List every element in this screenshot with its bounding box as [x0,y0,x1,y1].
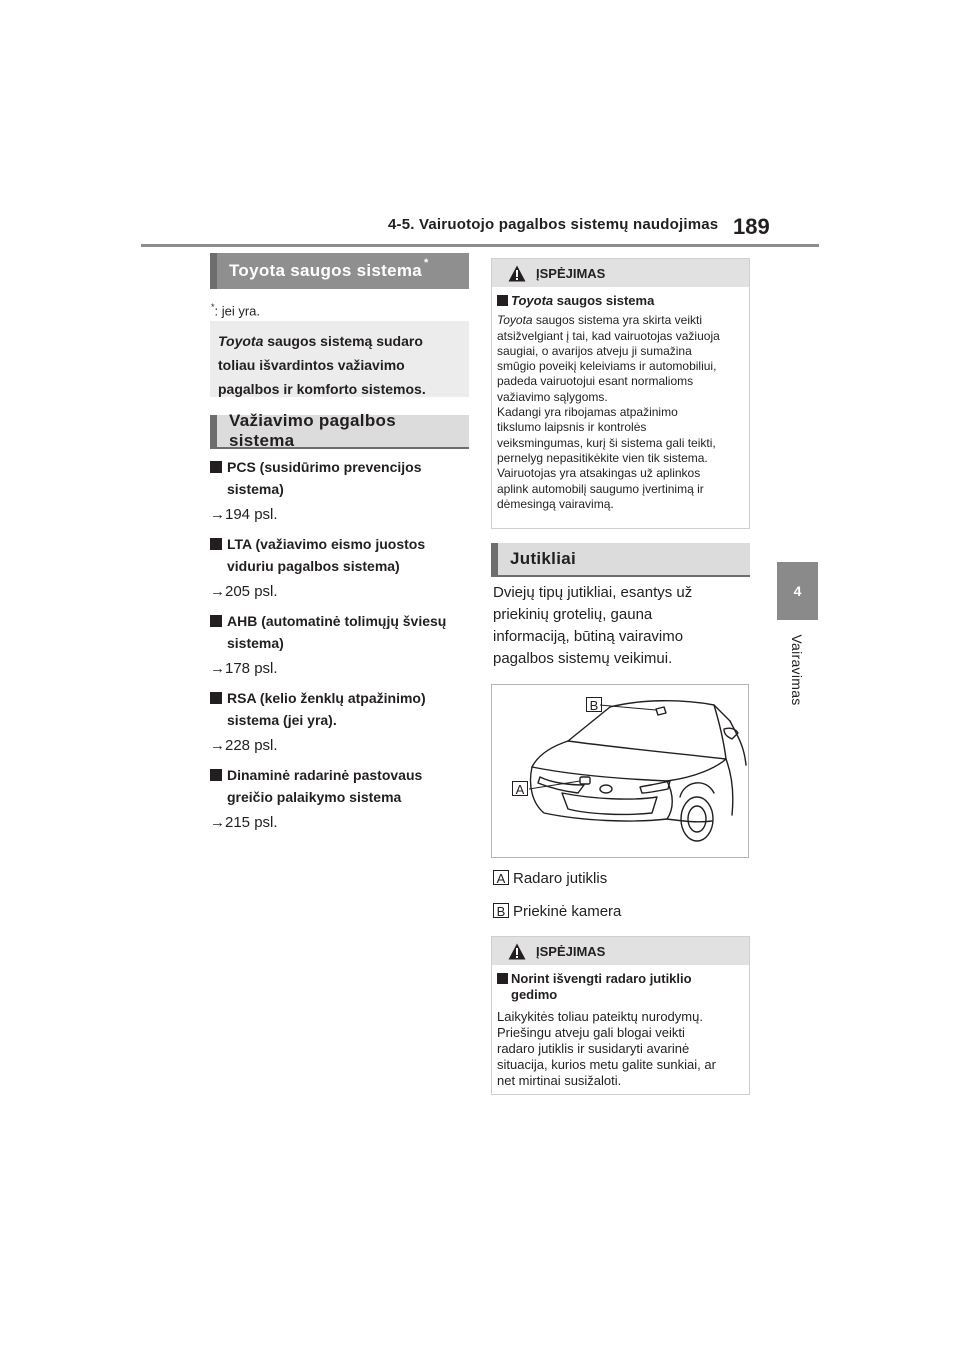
warning-body [492,965,749,1089]
warning-line: Kadangi yra ribojamas atpažinimo [497,405,678,420]
square-bullet-icon [210,769,222,781]
warning-line: Priešingu atveju gali blogai veikti [497,1025,685,1040]
legend-label-a: A [493,870,509,885]
warning-body [492,287,749,512]
chapter-label [771,630,823,710]
warning-label: ĮSPĖJIMAS [536,943,606,959]
square-bullet-icon [210,538,222,550]
assist-systems-heading [210,411,469,450]
warning-line: važiavimo sąlygoms. [497,389,608,404]
square-bullet-icon [210,615,222,627]
warning-line: tikslumo laipsnis ir kontrolės [497,420,647,435]
warning-triangle-icon [508,943,526,960]
intro-box [210,321,469,397]
square-bullet-icon [210,461,222,473]
warning-line: atsižvelgiant į tai, kad vairuotojas važiuoja [497,328,720,343]
chapter-tab: 4 [777,562,818,620]
legend-radar: A Radaro jutiklis [493,870,607,887]
warning-line: veiksmingumas, kurį ši sistema gali teikti, [497,435,716,450]
warning-line: radaro jutiklis ir susidaryti avarinė [497,1041,690,1056]
warning-line: padeda vairuotojui esant normalioms [497,374,694,389]
running-header: 4-5. Vairuotojo pagalbos sistemų naudojimas [388,216,719,233]
list-item-radar-cruise: Dinaminė radarinė pastovaus greičio palaikymo sistema [210,764,422,808]
toyota-safety-heading [210,253,469,289]
square-bullet-icon [497,973,508,984]
page-ref-link[interactable]: →178 psl. [210,660,278,677]
toyota-safety-heading-text: Toyota saugos sistema [229,261,423,280]
sensors-heading-text: Jutikliai [510,549,577,568]
warning-line: dėmesingą vairavimą. [497,496,614,511]
car-drawing [492,685,748,857]
page-ref-link[interactable]: →228 psl. [210,737,278,754]
page-ref-link[interactable]: →194 psl. [210,506,278,523]
list-item-ahb: AHB (automatinė tolimųjų šviesų sistema) [210,610,446,654]
warning-line: Toyota saugos sistema yra skirta veikti [497,313,702,328]
assist-systems-heading-text: Važiavimo pagalbos sistema [229,411,396,450]
warning-title: Toyota saugos sistema [497,293,744,308]
warning-line: Vairuotojas yra atsakingas už aplinkos [497,466,701,481]
square-bullet-icon [210,692,222,704]
warning-box-safety [491,258,750,529]
car-sensor-illustration [491,684,749,858]
warning-triangle-icon [508,265,526,282]
footnote [211,302,260,318]
page-number: 189 [733,214,770,239]
warning-line: net mirtinai susižaloti. [497,1073,622,1088]
header-rule [141,244,819,247]
warning-line: pernelyg nepasitikėkite vien tik sistema. [497,450,708,465]
page-ref-link[interactable]: →205 psl. [210,583,278,600]
warning-label: ĮSPĖJIMAS [536,265,606,281]
intro-line-2: toliau išvardintos važiavimo [218,357,405,373]
sensors-heading [491,543,750,577]
warning-header [492,259,749,287]
intro-brand: Toyota [218,333,264,349]
intro-line-1: Toyota saugos sistemą sudaro [218,333,423,349]
warning-line: Laikykitės toliau pateiktų nurodymų. [497,1009,703,1024]
list-item-rsa: RSA (kelio ženklų atpažinimo) sistema (jei yra). [210,687,426,731]
callout-label-a: A [512,781,528,796]
legend-camera: B Priekinė kamera [493,903,621,920]
warning-line: saugiai, o avarijos atveju ji sumažina [497,343,692,358]
warning-box-radar [491,936,750,1095]
page-ref-link[interactable]: →215 psl. [210,814,278,831]
warning-title: Norint išvengti radaro jutiklio gedimo [497,971,744,1003]
list-item-lta: LTA (važiavimo eismo juostos viduriu pagalbos sistema) [210,533,425,577]
list-item-pcs: PCS (susidūrimo prevencijos sistema) [210,456,422,500]
callout-label-b: B [586,697,602,712]
square-bullet-icon [497,295,508,306]
warning-line: smūgio poveikį keleiviams ir automobiliui, [497,359,717,374]
warning-line: aplink automobilį saugumo įvertinimą ir [497,481,704,496]
intro-line-3: pagalbos ir komforto sistemos. [218,381,426,397]
sensors-description: Dviejų tipų jutikliai, esantys už priekinių grotelių, gauna informaciją, būtiną vairavimo pagalbos sistemų veikimui. [493,584,693,667]
warning-line: situacija, kurios metu galite sunkiai, ar [497,1057,716,1072]
footnote-mark: * [424,257,429,269]
note-text: : jei yra. [214,303,261,319]
legend-label-b: B [493,903,509,918]
note-mark: * [211,302,215,312]
warning-header [492,937,749,965]
chapter-label-text: Vairavimas [789,634,805,706]
